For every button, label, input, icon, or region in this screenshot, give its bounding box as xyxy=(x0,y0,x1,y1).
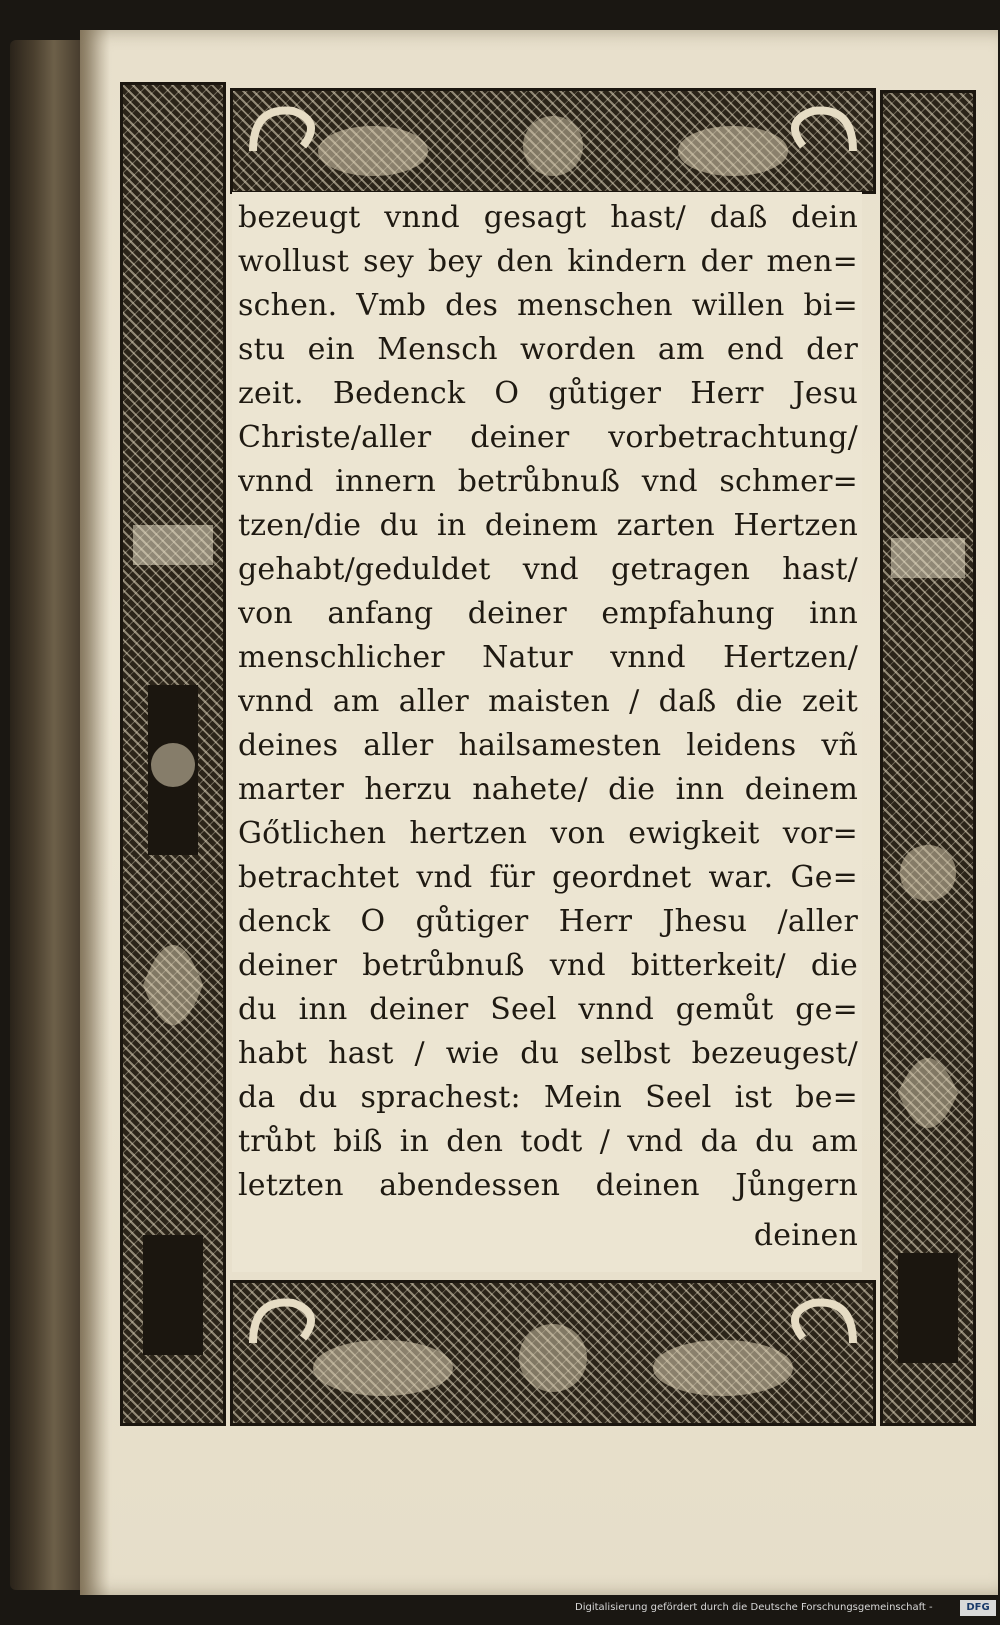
page-text-block xyxy=(232,192,862,1272)
text-line: Gőtlichen hertzen von ewigkeit vor= xyxy=(238,816,858,851)
text-line: vnnd innern betrůbnuß vnd schmer= xyxy=(238,464,858,499)
catchword: deinen xyxy=(753,1218,858,1253)
text-line: deiner betrůbnuß vnd bitterkeit/ die xyxy=(238,948,858,983)
woodcut-left-border xyxy=(120,82,226,1426)
text-line: trůbt biß in den todt / vnd da du am xyxy=(238,1124,858,1159)
text-line: habt hast / wie du selbst bezeugest/ xyxy=(238,1036,858,1071)
text-line: letzten abendessen deinen Jůngern xyxy=(238,1168,858,1203)
text-line: deines aller hailsamesten leidens vñ xyxy=(238,728,858,763)
text-line: wollust sey bey den kindern der men= xyxy=(238,244,858,279)
text-line: tzen/die du in deinem zarten Hertzen xyxy=(238,508,858,543)
text-line: du inn deiner Seel vnnd gemůt ge= xyxy=(238,992,858,1027)
text-line: da du sprachest: Mein Seel ist be= xyxy=(238,1080,858,1115)
page-gutter-shadow xyxy=(80,30,110,1595)
digitization-credit: Digitalisierung gefördert durch die Deutsche Forschungsgemeinschaft - xyxy=(575,1602,933,1613)
woodcut-bottom-border xyxy=(230,1280,876,1426)
text-line: Christe/aller deiner vorbetrachtung/ xyxy=(238,420,858,455)
text-line: menschlicher Natur vnnd Hertzen/ xyxy=(238,640,858,675)
text-line: stu ein Mensch worden am end der xyxy=(238,332,858,367)
text-line: zeit. Bedenck O gůtiger Herr Jesu xyxy=(238,376,858,411)
text-line: marter herzu nahete/ die inn deinem xyxy=(238,772,858,807)
text-line: gehabt/geduldet vnd getragen hast/ xyxy=(238,552,858,587)
text-line: betrachtet vnd für geordnet war. Ge= xyxy=(238,860,858,895)
dfg-logo: DFG xyxy=(960,1600,996,1616)
text-line: bezeugt vnnd gesagt hast/ daß dein xyxy=(238,200,858,235)
woodcut-right-border xyxy=(880,90,976,1426)
text-line: vnnd am aller maisten / daß die zeit xyxy=(238,684,858,719)
text-line: von anfang deiner empfahung inn xyxy=(238,596,858,631)
text-line: schen. Vmb des menschen willen bi= xyxy=(238,288,858,323)
text-line: denck O gůtiger Herr Jhesu /aller xyxy=(238,904,858,939)
woodcut-top-border xyxy=(230,88,876,194)
book-spine-edge xyxy=(10,40,90,1590)
